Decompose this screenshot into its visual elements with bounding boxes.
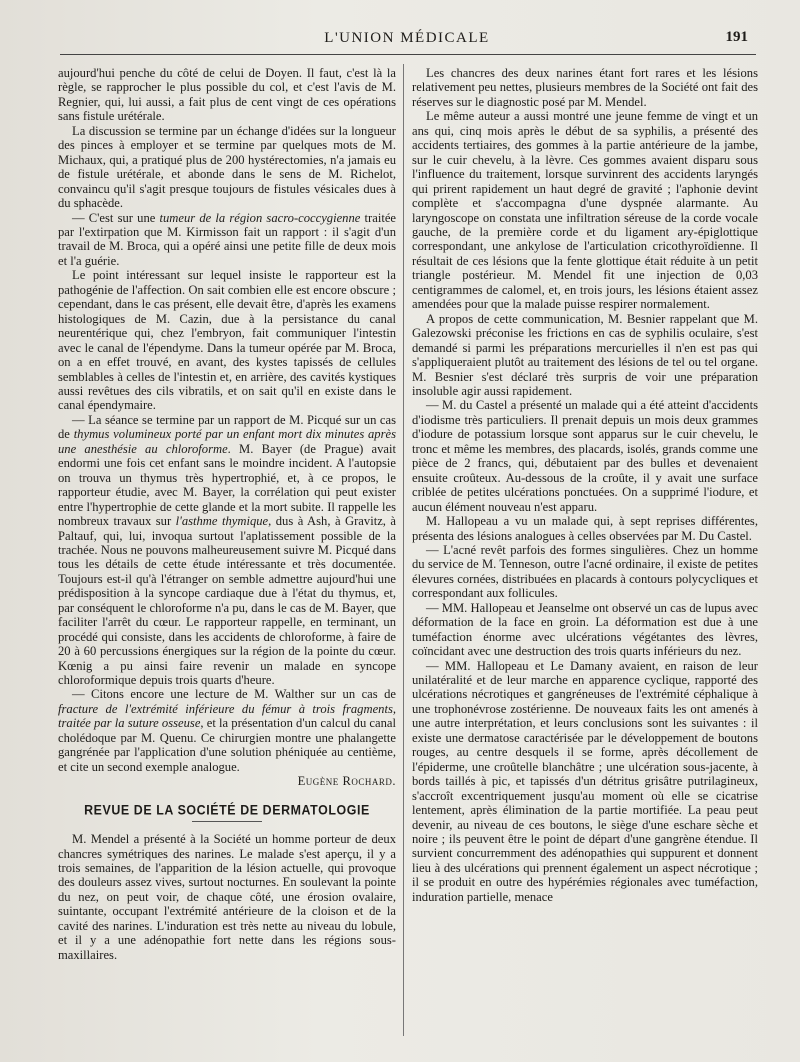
page-header (58, 26, 756, 50)
paragraph: La discussion se termine par un échange d'idées sur la longueur des pinces à employer et se termine par quelques mots de M. Michaux, qui, a pratiqué plus de 200 hystérectomies, n'a jamais eu de fistule urétérale, et abonde dans le sens de M. Richelot, convaincu qu'il s'agit presque toujours de fistules vésicales dues à du sphacède. (58, 123, 396, 211)
paragraph: Les chancres des deux narines étant fort rares et les lésions relativement peu nettes, plusieurs membres de la Société ont fait des réserves sur le diagnostic posé par M. Mendel. (412, 66, 758, 109)
paragraph: M. Hallopeau a vu un malade qui, à sept reprises différentes, présenta des lésions analogues à celles observées par M. Du Castel. (412, 514, 758, 543)
paragraph: — La séance se termine par un rapport de M. Picqué sur un cas de thymus volumineux porté par un enfant mort dix minutes après une anesthésie au chloroforme. M. Bayer (de Prague) avait endormi une fois cet enfant sans le moindre incident. A l'autopsie on trouva un thymus très hypertrophié, et, à ce propos, le rapporteur étudie, avec M. Bayer, la corrélation qui peut exister entre l'hypertrophie de cette glande et la mort subite. Il rappelle les nombreux travaux sur l'asthme thymique, dus à Ash, à Gravitz, à Paltauf, qui, lui, invoqua surtout l'aplatissement possible de la trachée. Nous ne pouvons malheureusement suivre M. Picqué dans tous les détails de cette étude intéressante et très documentée. Toujours est-il qu'à l'étranger on semble admettre aujourd'hui une prédisposition à la syncope cardiaque due à l'état du thymus, et, par conséquent le chloroforme n'a pu, dans le cas de M. Bayer, que faciliter l'arrêt du cœur. Le rapporteur rappelle, en terminant, un procédé qui consiste, dans les accidents de chloroforme, à faire de 20 à 60 percussions énergiques sur la région de la pointe du cœur. Kœnig a pu ainsi faire revenir un malade en syncope chloroformique depuis trois quarts d'heure. (58, 412, 396, 688)
column-divider (403, 64, 404, 1036)
header-rule (60, 54, 756, 55)
page-number: 191 (725, 29, 748, 45)
paragraph: — MM. Hallopeau et Le Damany avaient, en raison de leur unilatéralité et de leur marche en apparence cyclique, rapporté des ulcérations nécrotiques et gangréneuses de l'extrémité céphalique à une trophonévrose zostérienne. De nouveaux faits les ont amenés à une autre interprétation, et leurs conclusions sont les suivantes : il existe une dermatose caractérisée par le développement de boutons rouges, au centre desquels il se forme, après décollement de l'épiderme, une croûtelle blanchâtre ; une ulcération sous-jacente, à bords taillés à pic, et tapissés d'un détritus grisâtre putrilagineux, s'accroît excentriquement jusqu'au moment où elle se cicatrise lentement, après élimination de la partie mortifiée. La peau peut devenir, au niveau de ces boutons, le siège d'une eschare sèche et noire ; ils peuvent être le point de départ d'une gangrène étendue. Il survient concurremment des adénopathies qui suppurent et donnent lieu à des ulcérations qui prennent également un aspect nécrotique ; il se produit en outre des hypérémies régionales avec tuméfaction, induration partielle, menace (412, 658, 758, 904)
paragraph: — Citons encore une lecture de M. Walther sur un cas de fracture de l'extrémité inférieure du fémur à trois fragments, traitée par la suture osseuse, et la présentation d'un calcul du canal cholédoque par M. Quenu. Ce chirurgien montre une phalangette gangrénée par l'application d'une solution phéniquée au centième, et cite un second exemple analogue. (58, 687, 396, 774)
right-column (412, 66, 758, 1042)
paragraph: — L'acné revêt parfois des formes singulières. Chez un homme du service de M. Tenneson, outre l'acné ordinaire, il existe de petites élevures cornées, distribuées en placards à contours polycycliques et correspondant aux follicules. (412, 542, 758, 601)
paragraph: M. Mendel a présenté à la Société un homme porteur de deux chancres symétriques des narines. Le malade s'est aperçu, il y a trois semaines, de l'apparition de la lésion actuelle, qui provoque des douleurs assez vives, surtout nocturnes. En soulevant la pointe du nez, on peut voir, de chaque côté, une érosion ovalaire, suintante, occupant l'extrémité antérieure de la cloison et de la cavité des narines. L'induration est très nette au niveau du lobule, et il y a une adénopathie fort nette dans les régions sous-maxillaires. (58, 832, 396, 962)
section-rule (192, 821, 262, 822)
paragraph: — MM. Hallopeau et Jeanselme ont observé un cas de lupus avec déformation de la face en groin. La déformation est due à une tuméfaction énorme avec ulcérations végétantes des lèvres, coïncidant avec une destruction des trois quarts inférieurs du nez. (412, 600, 758, 659)
running-title: L'UNION MÉDICALE (324, 29, 490, 46)
paragraph: Le même auteur a aussi montré une jeune femme de vingt et un ans qui, cinq mois après le début de sa syphilis, a présenté des accidents tertiaires, des gommes à la partie antérieure de la jambe, sur le cuir chevelu, à la lèvre. Ces gommes avaient disparu sous l'influence du traitement, lorsque survinrent des accidents laryngés qui prirent rapidement un haut degré de gravité ; l'aphonie devint complète et s'accompagna d'une dyspnée alarmante. Au laryngoscope on constata une infiltration séreuse de la corde vocale gauche, de la première corde et du ligament ary-épiglottique correspondant, une ankylose de l'articulation cricothyroïdienne. Il résultait de ces lésions que la fente glottique était réduite à un petit triangle postérieur. M. Mendel fit une injection de 0,03 centigrammes de calomel, et, en trois jours, les lésions étaient assez amendées pour que la malade puisse respirer normalement. (412, 109, 758, 312)
paragraph: A propos de cette communication, M. Besnier rappelant que M. Galezowski préconise les frictions en cas de syphilis oculaire, s'est demandé si parmi les préparations mercurielles il n'en est pas qui s'appliqueraient plutôt au traitement des lésions de tel ou tel organe. M. Besnier s'est déclaré très surpris de voir une préparation insoluble agir aussi rapidement. (412, 311, 758, 398)
paragraph: — M. du Castel a présenté un malade qui a été atteint d'accidents d'iodisme très particuliers. Il prenait depuis un mois deux grammes d'iodure de potassium lorsque sont apparus sur le cuir chevelu, le tronc et même les membres, des placards, isolés, grands comme une pièce de 2 francs, qui, débutaient par des bulles et devenaient ensuite croûteux. Au-dessous de la croûte, il y avait une surface criblée de petites ulcérations ponctuées. On a supprimé l'iodure, et aucun élément nouveau n'est apparu. (412, 398, 758, 514)
paragraph: aujourd'hui penche du côté de celui de Doyen. Il faut, c'est là la règle, se rapprocher le plus possible du col, et c'est l'avis de M. Regnier, qui, lui aussi, a fait plus de cent vingt de ces opérations sans fistule urétérale. (58, 66, 396, 124)
paragraph: Le point intéressant sur lequel insiste le rapporteur est la pathogénie de l'affection. On sait combien elle est encore obscure ; cependant, dans le cas présent, elle devait être, d'après les examens histologiques de M. Cazin, due à la persistance du canal neurentérique qui, chez l'embryon, fait communiquer l'intestin avec le canal de l'épendyme. Dans la tumeur opérée par M. Broca, on a en effet trouvé, en avant, des kystes tapissés de cellules semblables à celles de l'intestin et, en arrière, des cavités kystiques aussi revêtues des cils vibratils, et on sait qu'il en existe dans le canal épendymaire. (58, 268, 396, 413)
author-signature: Eugène Rochard. (297, 774, 396, 789)
left-column (58, 66, 396, 1042)
section-title: REVUE DE LA SOCIÉTÉ DE DERMATOLOGIE (84, 801, 370, 818)
paragraph: — C'est sur une tumeur de la région sacro-coccygienne traitée par l'extirpation que M. Kirmisson fait un rapport : il s'agit d'un travail de M. Broca, qui a opéré ainsi une petite fille de deux mois et l'a guérie. (58, 210, 396, 268)
